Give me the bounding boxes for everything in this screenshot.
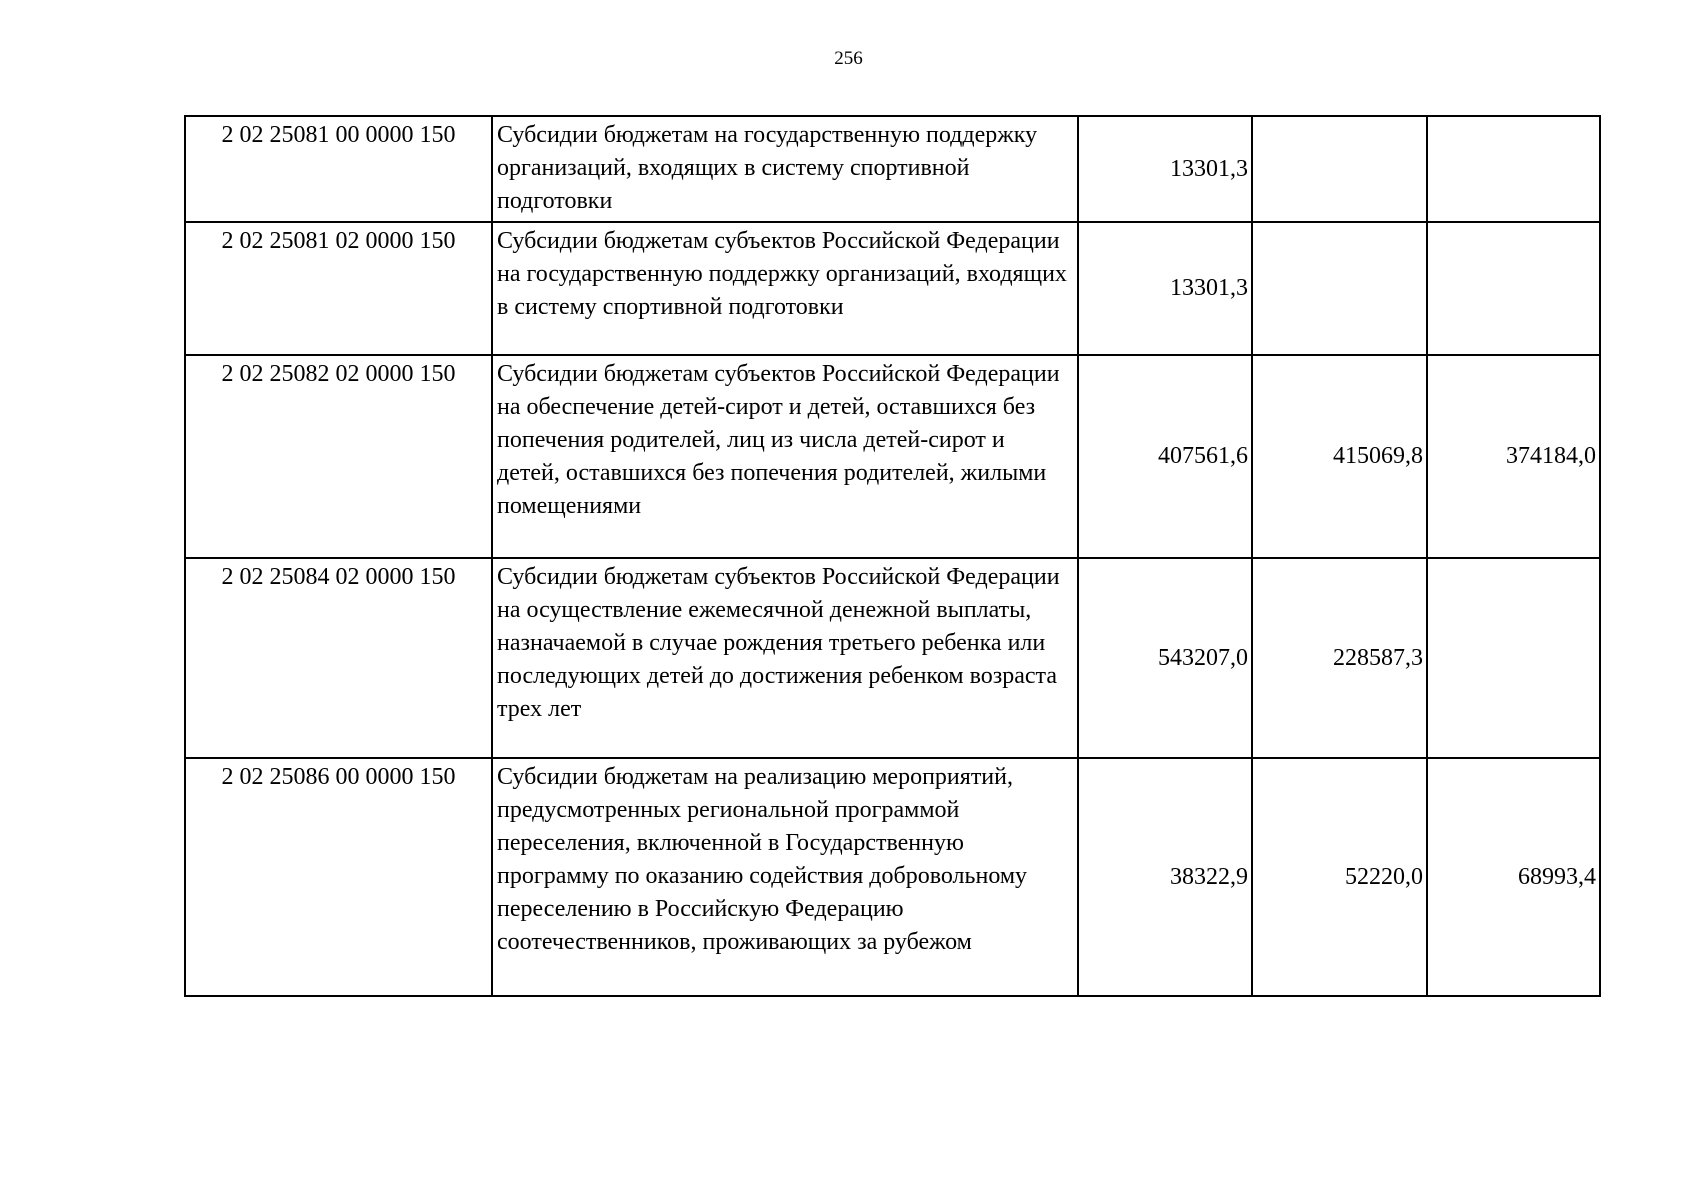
description-cell: Субсидии бюджетам на реализацию мероприятий, предусмотренных региональной программой переселения, включенной в Государственную программу по оказанию содействия добровольному переселению в Российскую Федерацию соотечественников, проживающих за рубежом bbox=[492, 758, 1078, 996]
budget-table bbox=[184, 115, 1601, 997]
amount-cell-2: 415069,8 bbox=[1252, 355, 1427, 558]
amount-cell-1: 13301,3 bbox=[1078, 222, 1252, 355]
budget-code-cell: 2 02 25081 02 0000 150 bbox=[185, 222, 492, 355]
description-cell: Субсидии бюджетам субъектов Российской Федерации на государственную поддержку организаций, входящих в систему спортивной подготовки bbox=[492, 222, 1078, 355]
amount-cell-3: 68993,4 bbox=[1427, 758, 1600, 996]
budget-code-cell: 2 02 25084 02 0000 150 bbox=[185, 558, 492, 758]
description-cell: Субсидии бюджетам субъектов Российской Федерации на обеспечение детей-сирот и детей, оставшихся без попечения родителей, лиц из числа детей-сирот и детей, оставшихся без попечения родителей, жилыми помещениями bbox=[492, 355, 1078, 558]
amount-cell-1: 543207,0 bbox=[1078, 558, 1252, 758]
amount-cell-2 bbox=[1252, 116, 1427, 222]
amount-cell-3 bbox=[1427, 116, 1600, 222]
amount-cell-2: 52220,0 bbox=[1252, 758, 1427, 996]
amount-cell-3 bbox=[1427, 222, 1600, 355]
budget-code-cell: 2 02 25086 00 0000 150 bbox=[185, 758, 492, 996]
table-row bbox=[185, 222, 1600, 355]
table-row bbox=[185, 558, 1600, 758]
amount-cell-1: 407561,6 bbox=[1078, 355, 1252, 558]
table-row bbox=[185, 758, 1600, 996]
table-row bbox=[185, 355, 1600, 558]
amount-cell-3 bbox=[1427, 558, 1600, 758]
page-number: 256 bbox=[834, 48, 863, 69]
description-cell: Субсидии бюджетам субъектов Российской Федерации на осуществление ежемесячной денежной выплаты, назначаемой в случае рождения третьего ребенка или последующих детей до достижения ребенком возраста трех лет bbox=[492, 558, 1078, 758]
amount-cell-2 bbox=[1252, 222, 1427, 355]
amount-cell-2: 228587,3 bbox=[1252, 558, 1427, 758]
table-row bbox=[185, 116, 1600, 222]
amount-cell-1: 38322,9 bbox=[1078, 758, 1252, 996]
budget-code-cell: 2 02 25081 00 0000 150 bbox=[185, 116, 492, 222]
description-cell: Субсидии бюджетам на государственную поддержку организаций, входящих в систему спортивной подготовки bbox=[492, 116, 1078, 222]
amount-cell-3: 374184,0 bbox=[1427, 355, 1600, 558]
budget-code-cell: 2 02 25082 02 0000 150 bbox=[185, 355, 492, 558]
amount-cell-1: 13301,3 bbox=[1078, 116, 1252, 222]
